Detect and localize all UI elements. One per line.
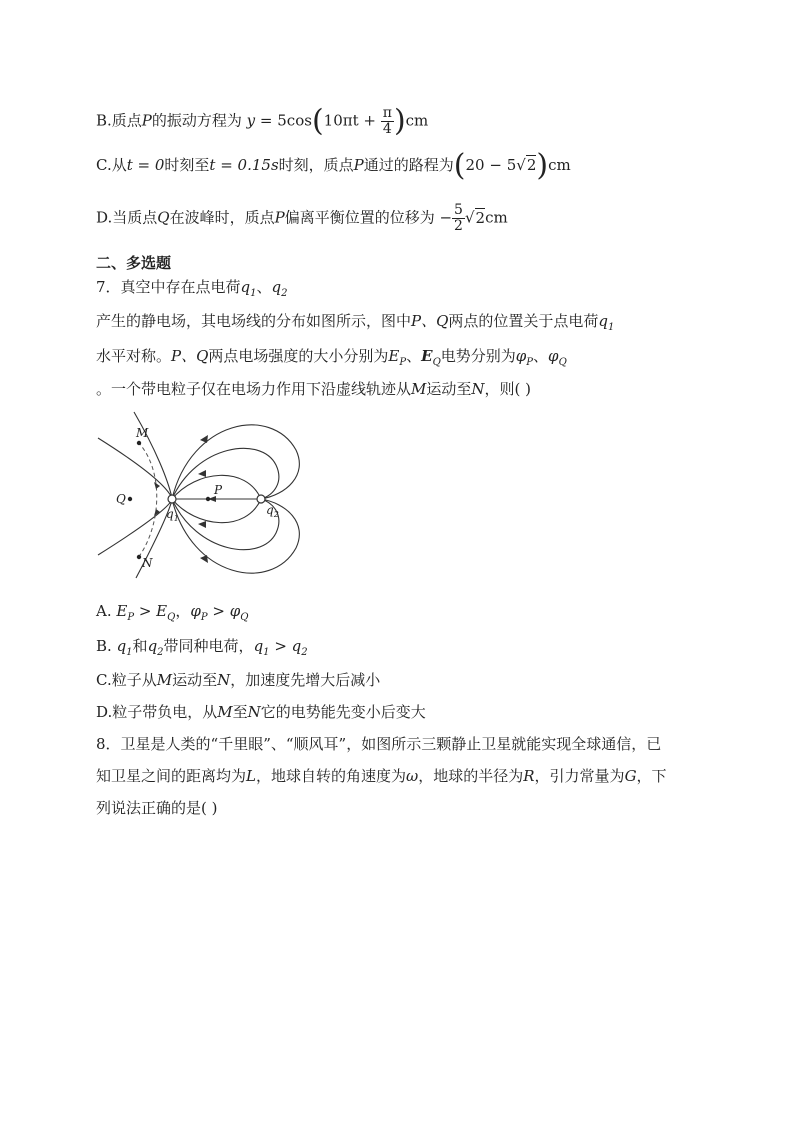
var-e: E [156, 602, 168, 620]
var-p: P [353, 156, 364, 174]
q7-line4 [96, 378, 531, 400]
var-g: G [624, 767, 637, 785]
sub: 1 [126, 647, 133, 658]
math: t = 0 [126, 156, 165, 174]
option-b [96, 103, 429, 139]
arrow [154, 482, 160, 489]
frac-den: 4 [382, 121, 392, 137]
text: 20 − 5 [465, 156, 517, 174]
text: 时刻，质点 [278, 156, 354, 174]
frac-num: 5 [454, 202, 463, 218]
fraction [381, 106, 394, 137]
text: 它的电势能先变小后变大 [260, 703, 426, 721]
text: 。一个带电粒子仅在电场力作用下沿虚线轨迹从 [96, 380, 412, 398]
text: 、 [533, 347, 549, 365]
q7-option-b [96, 635, 308, 664]
text: 时刻至 [164, 156, 210, 174]
text: ，则( ) [484, 380, 531, 398]
q7-line1 [96, 276, 288, 305]
sub: Q [240, 612, 249, 623]
text: D.当质点 [96, 208, 158, 227]
text: 、 [406, 347, 422, 365]
var-n: N [247, 703, 261, 721]
sub: Q [558, 357, 567, 368]
var-n: N [471, 380, 485, 398]
sub: 1 [608, 322, 615, 333]
text: B. [96, 637, 117, 655]
text: ，地球的半径为 [418, 767, 524, 785]
text: C.粒子从 [96, 671, 157, 689]
text: 7．真空中存在点电荷 [96, 278, 241, 296]
text: = 5cos [255, 111, 312, 130]
sub: 1 [263, 647, 270, 658]
text: > [134, 602, 157, 620]
label-q1: $q_1$ [166, 507, 179, 523]
var-m: M [411, 380, 427, 398]
paren-open: ( [453, 148, 466, 183]
field-line [172, 425, 299, 499]
point-n [137, 555, 141, 559]
text: B.质点 [96, 111, 142, 130]
unit: cm [405, 111, 429, 130]
sub: P [399, 357, 407, 368]
sqrt-sign: √ [464, 208, 475, 227]
label-q: Q [116, 492, 126, 506]
frac-num: π [382, 105, 392, 121]
text: 两点的位置关于点电荷 [448, 312, 599, 330]
field-line [172, 499, 299, 573]
sqrt-content: 2 [475, 208, 486, 227]
point-m [137, 441, 141, 445]
sub: 1 [250, 288, 257, 299]
q8-line2 [96, 765, 667, 787]
var-q: q [116, 637, 127, 655]
q7-line2 [96, 310, 614, 339]
sub: P [127, 612, 135, 623]
var-phi: φ [548, 347, 559, 365]
q7-line3 [96, 345, 567, 374]
text: 电势分别为 [440, 347, 516, 365]
var-p: P [141, 111, 152, 130]
arrow [200, 435, 208, 443]
math: t = 0.15s [209, 156, 279, 174]
text: ，地球自转的角速度为 [255, 767, 406, 785]
text: 运动至 [426, 380, 472, 398]
var-q2: q [271, 278, 282, 296]
text: ，加速度先增大后减小 [230, 671, 381, 689]
paren-close: ) [536, 148, 549, 183]
sub: 2 [301, 647, 308, 658]
text: A. [96, 602, 117, 620]
var-q1: q [598, 312, 609, 330]
text: 知卫星之间的距离均为 [96, 767, 247, 785]
unit: cm [548, 156, 571, 174]
sub: Q [167, 612, 176, 623]
var-n: N [217, 671, 231, 689]
text: 和 [132, 637, 148, 655]
arrow [198, 521, 206, 528]
var-q: Q [157, 208, 170, 227]
fraction [452, 203, 465, 234]
option-c [96, 148, 571, 183]
charge-q2 [257, 495, 265, 503]
var-m: M [156, 671, 173, 689]
field-line [134, 412, 172, 498]
sub: P [526, 357, 534, 368]
field-line [172, 448, 279, 499]
arrow [198, 470, 206, 477]
label-n: N [142, 556, 153, 570]
sub: 2 [157, 647, 164, 658]
var-phi: φ [190, 602, 201, 620]
text: 运动至 [172, 671, 218, 689]
text: D.粒子带负电，从 [96, 703, 218, 721]
sub: 2 [281, 288, 288, 299]
sub: P [200, 612, 208, 623]
arrow [200, 555, 208, 563]
text: 至 [232, 703, 248, 721]
trajectory [138, 442, 157, 558]
text: 水平对称。 [96, 347, 172, 365]
text: C.从 [96, 156, 127, 174]
frac-den: 2 [454, 218, 463, 234]
q7-option-c [96, 669, 380, 691]
sqrt-content: 2 [526, 156, 537, 174]
label-q2: $q_2$ [266, 503, 279, 519]
field-line [172, 499, 261, 523]
var-l: L [246, 767, 256, 785]
option-d [96, 203, 508, 234]
var-e: E [116, 602, 128, 620]
field-line [98, 438, 172, 498]
q8-line3: 列说法正确的是( ) [96, 799, 218, 817]
unit: cm [485, 208, 508, 227]
text: ， [175, 602, 191, 620]
text: ，引力常量为 [534, 767, 625, 785]
var-phi: φ [229, 602, 241, 620]
text: 两点电场强度的大小分别为 [208, 347, 389, 365]
point-p [206, 497, 210, 501]
text: P、Q [411, 312, 449, 330]
var-phi: φ [515, 347, 527, 365]
text: > [269, 637, 292, 655]
text: 、 [256, 278, 272, 296]
charge-q1 [168, 495, 176, 503]
text: 偏离平衡位置的位移为 − [284, 208, 453, 227]
var-q: q [147, 637, 158, 655]
label-p: P [214, 483, 223, 497]
var-e: E [388, 347, 400, 365]
var-r: R [523, 767, 535, 785]
field-line [172, 499, 279, 550]
label-m: M [136, 426, 149, 440]
text: 的振动方程为 [151, 111, 247, 130]
var-q1: q [240, 278, 251, 296]
sub: Q [432, 357, 441, 368]
var-m: M [217, 703, 233, 721]
var-p: P [274, 208, 285, 227]
text: P、Q [171, 347, 209, 365]
sqrt-sign: √ [516, 156, 526, 174]
text: ，下 [636, 767, 667, 785]
section-heading: 二、多选题 [96, 254, 172, 272]
var-q: q [291, 637, 302, 655]
paren-open: ( [311, 103, 324, 139]
text: 产生的静电场，其电场线的分布如图所示，图中 [96, 312, 412, 330]
var-e: E [421, 347, 433, 365]
field-line-figure [96, 410, 306, 580]
var-omega: ω [406, 767, 419, 785]
q8-line1: 8．卫星是人类的“千里眼”、“顺风耳”，如图所示三颗静止卫星就能实现全球通信，已 [96, 735, 662, 753]
text: 10πt + [323, 111, 381, 130]
text: 带同种电荷， [163, 637, 254, 655]
var-y: y [246, 111, 256, 130]
q7-option-d [96, 701, 426, 723]
q7-option-a [96, 600, 248, 629]
paren-close: ) [393, 103, 406, 139]
var-q: q [253, 637, 264, 655]
text: 在波峰时，质点 [169, 208, 275, 227]
text: 通过的路程为 [363, 156, 454, 174]
point-q [128, 497, 132, 501]
text: > [207, 602, 230, 620]
